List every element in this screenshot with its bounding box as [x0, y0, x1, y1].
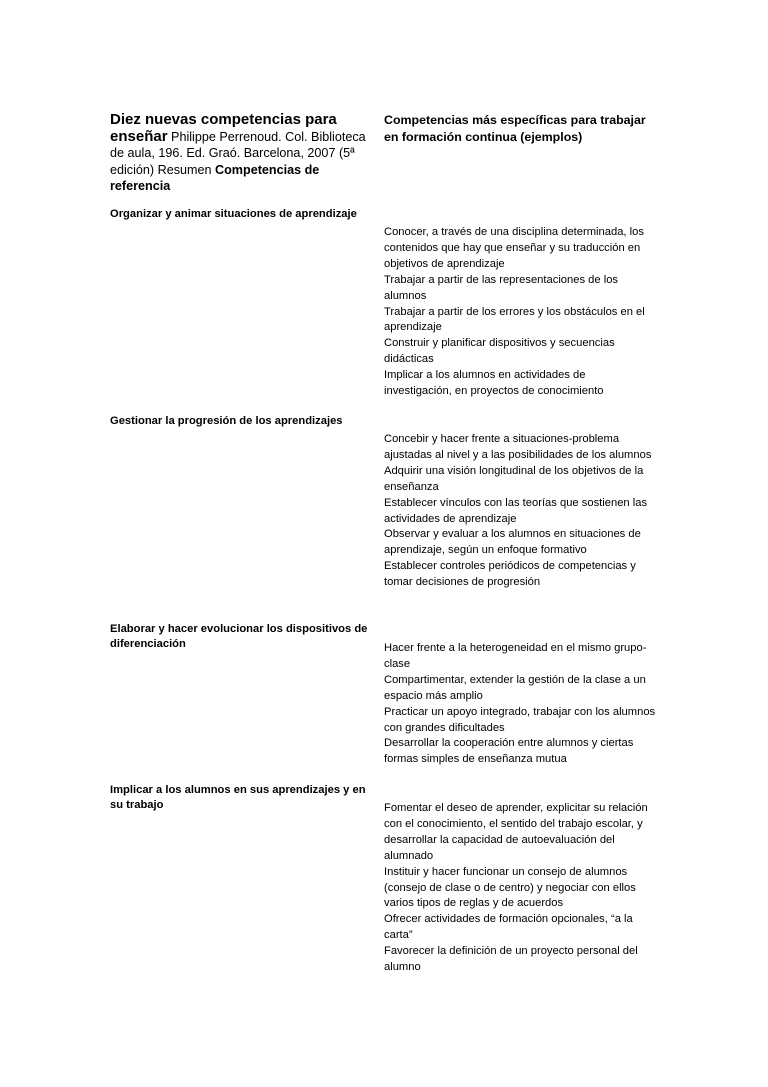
book-citation: Philippe Perrenoud. Col. Biblioteca de aula, 196. Ed. Graó. Barcelona, 2007 (5ª edición) Resumen — [110, 129, 366, 177]
section-title: Implicar a los alumnos en sus aprendizajes y en su trabajo — [110, 784, 366, 811]
list-item: Implicar a los alumnos en actividades de investigación, en proyectos de conocimiento — [384, 369, 604, 398]
list-item: Ofrecer actividades de formación opcionales, “a la carta” — [384, 913, 633, 942]
list-item: Practicar un apoyo integrado, trabajar con los alumnos con grandes dificultades — [384, 705, 656, 734]
book-title: Diez nuevas competencias para enseñar — [110, 111, 337, 145]
list-item: Construir y planificar dispositivos y secuencias didácticas — [384, 337, 615, 366]
section-title: Gestionar la progresión de los aprendizajes — [110, 415, 343, 427]
column-header-right: Competencias más específicas para trabajar en formación continua (ejemplos) — [384, 113, 646, 144]
section-items — [384, 801, 656, 976]
list-item: Establecer controles periódicos de competencias y tomar decisiones de progresión — [384, 560, 636, 589]
section-items — [384, 641, 656, 768]
list-item: Compartimentar, extender la gestión de la clase a un espacio más amplio — [384, 673, 646, 702]
list-item: Favorecer la definición de un proyecto personal del alumno — [384, 945, 638, 974]
document-title-block — [110, 112, 372, 195]
list-item: Concebir y hacer frente a situaciones-problema ajustadas al nivel y a las posibilidades de los alumnos — [384, 433, 652, 461]
list-item: Trabajar a partir de las representaciones de los alumnos — [384, 273, 619, 302]
section-items — [384, 225, 656, 400]
list-item: Instituir y hacer funcionar un consejo de alumnos (consejo de clase o de centro) y negociar con ellos varios tipos de reglas y de acuerdos — [384, 865, 636, 910]
section-items — [384, 432, 656, 591]
list-item: Desarrollar la cooperación entre alumnos y ciertas formas simples de enseñanza mutua — [384, 737, 634, 766]
list-item: Fomentar el deseo de aprender, explicitar su relación con el conocimiento, el sentido del trabajo escolar, y desarrollar la capacidad de autoevaluación del alumnado — [384, 802, 648, 862]
list-item: Establecer vínculos con las teorías que sostienen las actividades de aprendizaje — [384, 496, 648, 525]
section-title: Organizar y animar situaciones de aprendizaje — [110, 208, 357, 220]
column-header-left: Competencias de referencia — [110, 162, 320, 193]
list-item: Hacer frente a la heterogeneidad en el mismo grupo-clase — [384, 642, 647, 670]
list-item: Trabajar a partir de los errores y los obstáculos en el aprendizaje — [384, 305, 645, 334]
list-item: Observar y evaluar a los alumnos en situaciones de aprendizaje, según un enfoque formativo — [384, 528, 641, 557]
section-title: Elaborar y hacer evolucionar los dispositivos de diferenciación — [110, 623, 368, 650]
list-item: Adquirir una visión longitudinal de los objetivos de la enseñanza — [384, 464, 644, 493]
list-item: Conocer, a través de una disciplina determinada, los contenidos que hay que enseñar y su traducción en objetivos de aprendizaje — [384, 226, 644, 270]
